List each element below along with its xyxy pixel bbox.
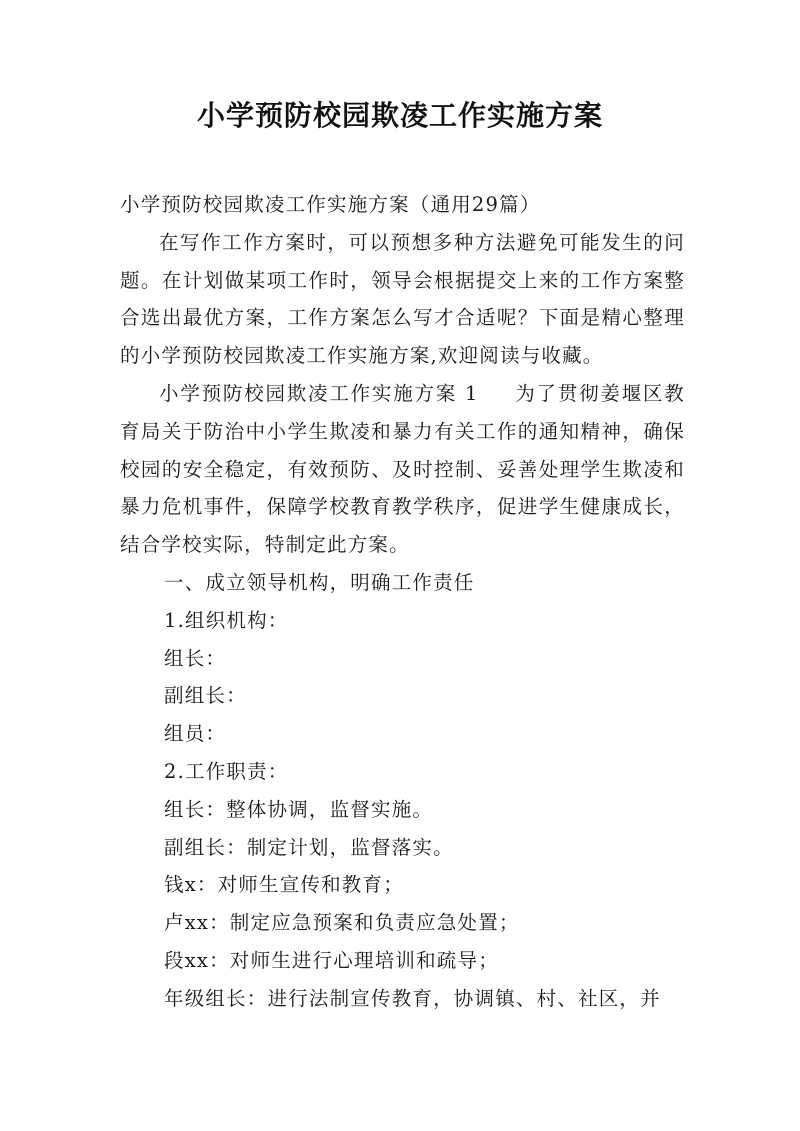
item-leader: 组长： [164,646,227,670]
duty-qian: 钱x：对师生宣传和教育； [164,873,404,897]
duty-grade-leader: 年级组长：进行法制宣传教育，协调镇、村、社区，并 [164,986,661,1010]
section1-paragraph [120,375,685,564]
heading-leadership: 一、成立领导机构，明确工作责任 [164,570,475,594]
item-deputy-leader: 副组长： [164,684,247,708]
duty-deputy-leader: 副组长：制定计划，监督落实。 [164,835,454,859]
duty-leader: 组长：整体协调，监督实施。 [164,797,434,821]
section1-body: 为了贯彻姜堰区教育局关于防治中小学生欺凌和暴力有关工作的通知精神，确保校园的安全稳定，有效预防、及时控制、妥善处理学生欺凌和暴力危机事件，保障学校教育教学秩序，促进学生健康成长，结合学校实际，特制定此方案。 [120,381,685,557]
document-subtitle: 小学预防校园欺凌工作实施方案（通用29篇） [120,193,541,216]
item-members: 组员： [164,722,227,746]
document-body [120,186,685,1018]
section1-heading: 小学预防校园欺凌工作实施方案 1 [159,381,479,405]
document-title: 小学预防校园欺凌工作实施方案 [196,99,603,132]
item-organization: 1.组织机构： [164,608,289,632]
duty-duan: 段xx：对师生进行心理培训和疏导； [164,948,499,972]
duty-lu: 卢xx：制定应急预案和负责应急处置； [164,911,520,935]
intro-paragraph: 在写作工作方案时，可以预想多种方法避免可能发生的问题。在计划做某项工作时，领导会根据提交上来的工作方案整合选出最优方案，工作方案怎么写才合适呢？下面是精心整理的小学预防校园欺凌工作实施方案,欢迎阅读与收藏。 [120,230,685,368]
item-duties: 2.工作职责： [164,759,289,783]
